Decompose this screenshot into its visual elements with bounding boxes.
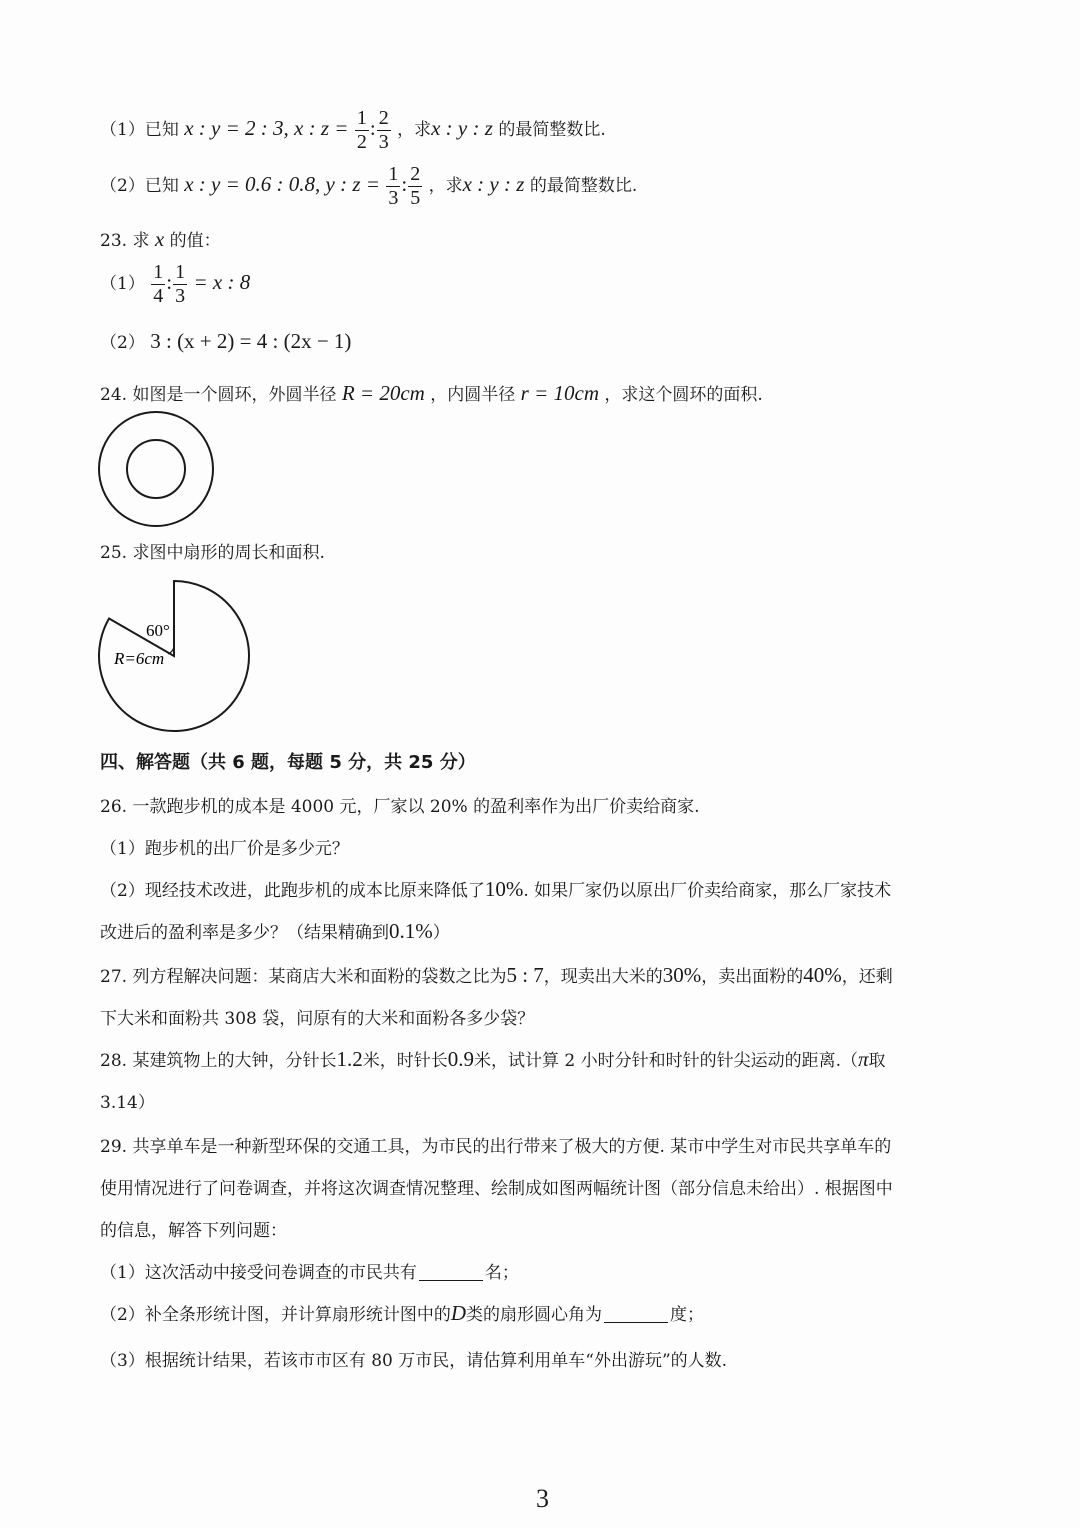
q29-line3: 的信息，解答下列问题： [100,1221,287,1241]
q27-line2: 下大米和面粉共 308 袋，问原有的大米和面粉各多少袋？ [100,1009,535,1029]
frac-numerator: 2 [378,107,389,129]
frac-numerator: 1 [153,261,164,283]
q27-percent-2: 40% [803,963,842,987]
q26-part1: （1）跑步机的出厂价是多少元？ [100,839,349,859]
q26-part2-line2 [100,918,450,944]
q29-p1-a: （1）这次活动中接受问卷调查的市民共有 [100,1263,417,1283]
inner-circle [127,440,185,498]
q24-outer-radius: R = 20cm [341,381,425,405]
frac-denominator: 4 [153,285,164,307]
q23-p1-prefix: （1） [100,274,145,294]
q29-p1-b: 名； [484,1263,519,1283]
q22-p1-suffix-b: 的最简整数比. [498,120,606,140]
frac-denominator: 3 [378,131,389,153]
frac-numerator: 2 [410,163,421,185]
q28-d: 取 [868,1051,886,1071]
q26-p2-percent: 10% [484,877,524,901]
q23-part2 [100,328,351,354]
q22-part1: （1）已知 x : y = 2 : 3, x : z = $\frac{1}{2}$ : $\frac{2}{3}$ ，求x : y : z 的最简整数比. [100,107,606,153]
q22-part2: （2）已知 x : y = 0.6 : 0.8, y : z = $\frac{1}{3}$ : $\frac{2}{5}$ ，求x : y : z 的最简整数比. [100,163,638,209]
frac-numerator: 1 [175,261,186,283]
section-heading: 四、解答题（共 6 题，每题 5 分，共 25 分） [100,752,476,773]
q23-p2-prefix: （2） [100,333,145,353]
frac-denominator: 3 [388,187,399,209]
sector-figure [96,574,258,734]
q24-text [100,380,763,406]
q22-p1-ratio: x : y : z [431,116,493,140]
q26-part2 [100,876,891,902]
q22-p2-fraction-2 [408,164,422,209]
q22-p2-fraction-1 [386,164,400,209]
q26-p2-a: （2）现经技术改进，此跑步机的成本比原来降低了 [100,881,485,901]
q25-text: 25. 求图中扇形的周长和面积. [100,543,325,563]
q27-c: ，卖出面粉的 [701,967,804,987]
outer-circle [99,412,213,526]
q22-p2-equation: x : y = 0.6 : 0.8, y : z = [184,172,380,196]
q22-p2-prefix: （2）已知 [100,176,179,196]
q24-inner-radius: r = 10cm [520,381,600,405]
q26-p2-line2-b: ） [432,923,450,943]
q23-p1-fraction-1 [151,262,165,307]
frac-denominator: 5 [410,187,421,209]
q26-p2-b: . 如果厂家仍以原出厂价卖给商家，那么厂家技术 [523,881,892,901]
q29-p2-b: 类的扇形圆心角为 [466,1305,602,1325]
angle-label: 60° [146,621,170,640]
q29-line2: 使用情况进行了问卷调查，并将这次调查情况整理、绘制成如图两幅统计图（部分信息未给出）. 根据图中 [100,1179,893,1199]
q23-part1: （1） $\frac{1}{4}$ : $\frac{1}{3}$ = x : 8 [100,261,251,307]
frac-numerator: 1 [356,107,367,129]
q28-length-1: 1.2 [336,1047,363,1071]
q27-b: ，现卖出大米的 [543,967,663,987]
answer-blank[interactable] [604,1321,668,1323]
q22-p2-ratio: x : y : z [462,172,525,196]
annulus-figure [96,410,216,530]
q29-part3: （3）根据统计结果，若该市市区有 80 万市民，请估算利用单车“外出游玩”的人数. [100,1351,728,1371]
q22-p1-fraction-2 [377,108,391,153]
q28-length-2: 0.9 [447,1047,474,1071]
q22-p2-suffix-b: 的最简整数比. [529,176,638,196]
q29-p2-c: 度； [670,1305,704,1325]
q24-text-a: 24. 如图是一个圆环，外圆半径 [100,385,337,405]
q27-ratio: 5 : 7 [506,963,544,987]
q23-title-var: x [154,227,165,251]
q23-p2-expression: 3 : (x + 2) = 4 : (2x − 1) [150,329,352,353]
q23-p1-rest: = x : 8 [193,270,251,294]
answer-blank[interactable] [419,1279,483,1281]
q23-title-b: 的值： [169,231,221,251]
q28-line2: 3.14） [100,1093,155,1113]
q29-part1 [100,1258,519,1283]
q27-d: ，还剩 [841,967,893,987]
frac-denominator: 3 [175,285,186,307]
q27-percent-1: 30% [662,963,702,987]
q26-line1: 26. 一款跑步机的成本是 4000 元，厂家以 20% 的盈利率作为出厂价卖给商家. [100,797,700,817]
q28-a: 28. 某建筑物上的大钟，分针长 [100,1051,337,1071]
q22-p1-fraction-1 [355,108,369,153]
q22-p1-prefix: （1）已知 [100,120,179,140]
q28-line1 [100,1046,886,1072]
q28-pi: π [857,1047,869,1071]
q28-c: 米，试计算 2 小时分针和时针的针尖运动的距离.（ [473,1051,858,1071]
q22-p1-equation: x : y = 2 : 3, x : z = [184,116,349,140]
q29-line1: 29. 共享单车是一种新型环保的交通工具，为市民的出行带来了极大的方便. 某市中学生对市民共享单车的 [100,1137,892,1157]
q22-p2-suffix-a: ，求 [428,176,463,196]
q29-p2-var: D [450,1301,466,1325]
radius-label: R=6cm [114,649,165,668]
q26-p2-line2-a: 改进后的盈利率是多少？（结果精确到 [100,923,389,943]
q27-line1 [100,962,893,988]
q24-text-b: ，内圆半径 [430,385,516,405]
page-number: 3 [536,1484,549,1513]
frac-numerator: 1 [388,163,399,185]
frac-denominator: 2 [356,131,367,153]
q23-title [100,226,221,252]
q22-p1-suffix-a: ，求 [397,120,432,140]
q26-p2-line2-percent: 0.1% [389,919,433,943]
q23-title-a: 23. 求 [100,231,150,251]
q24-text-c: ，求这个圆环的面积. [604,385,763,405]
q28-b: 米，时针长 [362,1051,448,1071]
q27-a: 27. 列方程解决问题：某商店大米和面粉的袋数之比为 [100,967,507,987]
q29-p2-a: （2）补全条形统计图，并计算扇形统计图中的 [100,1305,451,1325]
q23-p1-fraction-2 [173,262,187,307]
q29-part2 [100,1300,704,1326]
